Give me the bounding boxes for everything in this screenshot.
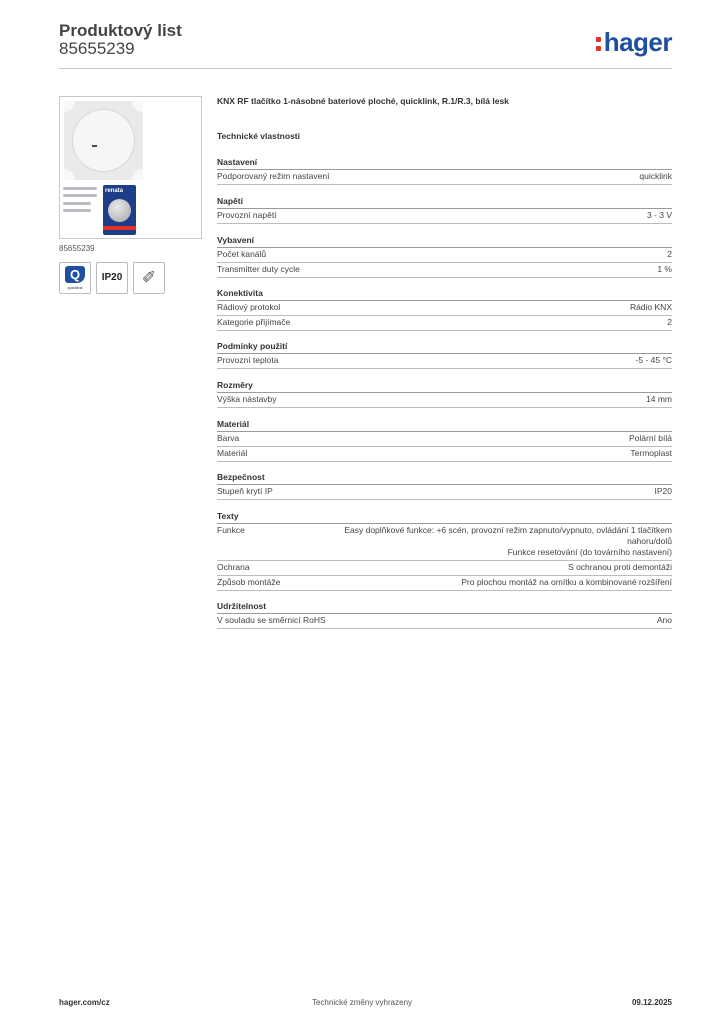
spec-label: Ochrana xyxy=(217,562,250,572)
quicklink-q-icon: Q xyxy=(65,266,85,283)
spec-row xyxy=(217,354,672,369)
spec-section-title: Nastavení xyxy=(217,156,672,170)
spec-label: Kategorie přijímače xyxy=(217,317,291,327)
footer-date: 09.12.2025 xyxy=(631,998,672,1007)
spec-value: IP20 xyxy=(654,486,672,496)
spec-label: Stupeň krytí IP xyxy=(217,486,273,496)
spec-value: Rádio KNX xyxy=(629,302,672,312)
battery-image xyxy=(103,185,136,235)
spec-label: Podporovaný režim nastavení xyxy=(217,171,330,181)
spec-label: Počet kanálů xyxy=(217,249,267,259)
hager-logo xyxy=(596,29,672,55)
spec-row xyxy=(217,170,672,185)
spec-value: 3 - 3 V xyxy=(646,210,672,220)
product-code: 85655239 xyxy=(59,244,95,253)
spec-section xyxy=(217,156,672,185)
logo-text: hager xyxy=(603,27,672,57)
spec-section xyxy=(217,340,672,369)
spec-section xyxy=(217,379,672,408)
spec-value: quicklink xyxy=(639,171,672,181)
ip20-badge: IP20 xyxy=(96,262,128,294)
battery-brand: renata xyxy=(105,188,124,194)
footer-notice: Technické změny vyhrazeny xyxy=(311,998,413,1007)
spec-label: Provozní teplota xyxy=(217,355,279,365)
spec-value: Ano xyxy=(656,615,672,625)
spec-section-title: Materiál xyxy=(217,418,672,432)
technical-properties-title: Technické vlastnosti xyxy=(217,131,300,141)
switch-plate-image xyxy=(64,101,143,180)
spec-value: Easy doplňkové funkce: +6 scén, provozní režim zapnuto/vypnuto, ovládání 1 tlačítkem nahoru/dolů Funkce resetování (do továrního nastavení) xyxy=(344,525,672,557)
spec-section-title: Texty xyxy=(217,510,672,524)
spec-row xyxy=(217,393,672,408)
spec-label: Způsob montáže xyxy=(217,577,281,587)
spec-label: Funkce xyxy=(217,525,245,535)
screwdriver-icon: ✐ xyxy=(133,262,165,294)
spec-row xyxy=(217,248,672,263)
spec-section xyxy=(217,287,672,331)
logo-dots-icon xyxy=(596,35,602,53)
spec-value: S ochranou proti demontáži xyxy=(568,562,672,572)
footer-website[interactable]: hager.com/cz xyxy=(59,998,110,1007)
spec-section-title: Konektivita xyxy=(217,287,672,301)
product-image xyxy=(59,96,202,239)
spec-row xyxy=(217,561,672,576)
spec-row xyxy=(217,263,672,278)
spec-value: -5 - 45 °C xyxy=(635,355,672,365)
page-title: Produktový list xyxy=(59,21,182,40)
spec-value: 2 xyxy=(667,317,672,327)
spec-section-title: Napětí xyxy=(217,195,672,209)
spec-row xyxy=(217,614,672,629)
spec-label: Výška nástavby xyxy=(217,394,277,404)
quicklink-badge xyxy=(59,262,91,294)
spec-section xyxy=(217,510,672,591)
switch-rocker xyxy=(73,110,134,171)
spec-value: Polární bílá xyxy=(629,433,672,443)
spec-label: Transmitter duty cycle xyxy=(217,264,300,274)
spec-section xyxy=(217,195,672,224)
spec-value: 14 mm xyxy=(646,394,672,404)
spec-value: Termoplast xyxy=(630,448,672,458)
spec-value: 1 % xyxy=(657,264,672,274)
product-number: 85655239 xyxy=(59,39,135,58)
screws-image xyxy=(63,185,99,221)
spec-label: Provozní napětí xyxy=(217,210,277,220)
spec-section xyxy=(217,471,672,500)
product-description: KNX RF tlačítko 1-násobné bateriové ploché, quicklink, R.1/R.3, bílá lesk xyxy=(217,96,509,106)
spec-row xyxy=(217,447,672,462)
spec-section-title: Vybavení xyxy=(217,234,672,248)
spec-row xyxy=(217,524,672,561)
spec-row xyxy=(217,209,672,224)
spec-row xyxy=(217,301,672,316)
spec-section xyxy=(217,600,672,629)
spec-section xyxy=(217,418,672,462)
spec-label: V souladu se směrnicí RoHS xyxy=(217,615,326,625)
coin-cell-icon xyxy=(108,199,131,222)
spec-section-title: Rozměry xyxy=(217,379,672,393)
header-divider xyxy=(59,68,672,69)
spec-section-title: Bezpečnost xyxy=(217,471,672,485)
switch-led xyxy=(92,145,97,147)
spec-row xyxy=(217,432,672,447)
spec-row xyxy=(217,576,672,591)
quicklink-badge-label: quicklink xyxy=(67,285,83,290)
spec-label: Materiál xyxy=(217,448,248,458)
spec-value: 2 xyxy=(667,249,672,259)
spec-section-title: Podmínky použití xyxy=(217,340,672,354)
spec-row xyxy=(217,485,672,500)
spec-section-title: Udržitelnost xyxy=(217,600,672,614)
spec-value: Pro plochou montáž na omítku a kombinované rozšíření xyxy=(461,577,672,587)
spec-label: Barva xyxy=(217,433,240,443)
spec-section xyxy=(217,234,672,278)
spec-row xyxy=(217,316,672,331)
spec-label: Rádiový protokol xyxy=(217,302,281,312)
